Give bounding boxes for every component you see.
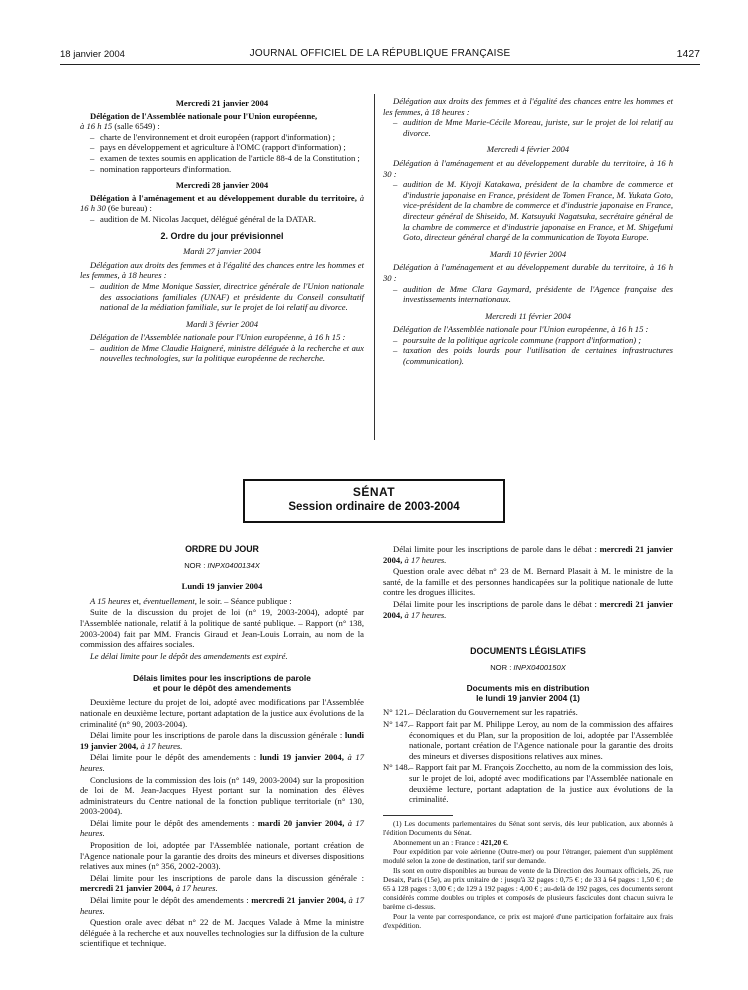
deadline-paragraph: Délai limite pour les inscriptions de parole dans la discussion générale : lundi 19 janvier 2004, à 17 heures. xyxy=(80,730,364,751)
deadline-paragraph: Délai limite pour le dépôt des amendements : lundi 19 janvier 2004, à 17 heures. xyxy=(80,752,365,773)
agenda-item: – pays en développement et agriculture à l'OMC (rapport d'information) ; xyxy=(90,142,364,153)
meeting-entry: Délégation de l'Assemblée nationale pour l'Union européenne, à 16 h 15 (salle 6549) : xyxy=(80,110,318,132)
deadline-paragraph: Délai limite pour le dépôt des amendements : mardi 20 janvier 2004, à 17 heures. xyxy=(80,817,364,839)
senat-banner xyxy=(243,479,505,523)
senat-column-right xyxy=(383,544,673,932)
document-item: N° 121. – Déclaration du Gouvernement sur les rapatriés. xyxy=(383,707,578,718)
document-item: N° 148. – Rapport fait par M. François Zocchetto, au nom de la commission des lois, sur le projet de loi, adopté avec modifications par l'Assemblée nationale en deuxième lecture, portant adaptation de la justice aux évolutions de la criminalité. xyxy=(383,762,673,805)
senat-column-left xyxy=(80,544,364,950)
agenda-paragraph: Proposition de loi, adoptée par l'Assemblée nationale, portant création de l'Agence nationale pour la garantie des droits des mineurs et diverses dispositions relatives aux mines (n° 356, 2002-2003). xyxy=(80,840,364,872)
documents-heading: DOCUMENTS LÉGISLATIFS xyxy=(470,646,586,657)
meeting-entry: Délégation aux droits des femmes et à l'égalité des chances entre les hommes et les femmes, à 18 heures : xyxy=(80,259,364,281)
agenda-list xyxy=(383,117,673,138)
agenda-list xyxy=(383,335,673,367)
running-header xyxy=(60,47,700,63)
agenda-item: – poursuite de la politique agricole commune (rapport d'information) ; xyxy=(393,335,673,346)
agenda-list xyxy=(383,179,673,243)
meeting-entry: Délégation à l'aménagement et au développement durable du territoire, à 16 h 30 : xyxy=(383,157,673,179)
meeting-entry: Délégation aux droits des femmes et à l'égalité des chances entre les hommes et les femmes, à 18 heures : xyxy=(383,96,673,117)
delais-heading: Délais limites pour les inscriptions de parole et pour le dépôt des amendements xyxy=(133,673,311,694)
meeting-entry: Délégation à l'aménagement et au développement durable du territoire, à 16 h 30 (6e bureau) : xyxy=(80,192,364,214)
assemblee-column-right xyxy=(383,96,673,369)
agenda-list xyxy=(80,214,364,225)
agenda-paragraph: Deuxième lecture du projet de loi, adopté avec modifications par l'Assemblée nationale en deuxième lecture, portant adaptation de la justice aux évolutions de la criminalité (n° 90, 2003-2004). xyxy=(80,697,364,729)
agenda-item: – taxation des poids lourds pour l'utilisation de certaines infrastructures (communication). xyxy=(393,345,673,366)
footnote-rule xyxy=(383,815,453,816)
senat-title: SÉNAT xyxy=(352,485,396,499)
agenda-list xyxy=(80,132,364,174)
date-heading: Mercredi 4 février 2004 xyxy=(486,144,570,155)
footnote: Abonnement un an : France : 421,20 €. xyxy=(393,837,509,847)
date-heading: Mercredi 28 janvier 2004 xyxy=(175,180,269,191)
column-divider xyxy=(374,94,375,440)
deadline-paragraph: Délai limite pour les inscriptions de parole dans le débat : mercredi 21 janvier 2004, à 17 heures. xyxy=(383,544,673,565)
agenda-item: – audition de M. Kiyoji Katakawa, président de la chambre de commerce et d'industrie japonaise en France, président de Tomen France, M. Yukata Goto, vice-président de la chambre de commerce et d'industrie japonaise en France, directeur général de Shiseido, M. Katsuyuki Nagatsuka, secrétaire général de la chambre de commerce et d'industrie japonaise en France, et M. Shigefumi Goto, directeur général chargé de la communication de Toyota Europe. xyxy=(393,179,673,243)
distribution-heading: Documents mis en distribution le lundi 19 janvier 2004 (1) xyxy=(466,683,590,704)
agenda-item: – charte de l'environnement et droit européen (rapport d'information) ; xyxy=(90,132,364,143)
deadline-paragraph: Délai limite pour les inscriptions de parole dans la discussion générale : mercredi 21 janvier 2004, à 17 heures. xyxy=(80,872,364,894)
agenda-item: – audition de Mme Clara Gaymard, présidente de l'Agence française des investissements internationaux. xyxy=(393,284,673,305)
document-item: N° 147. – Rapport fait par M. Philippe Leroy, au nom de la commission des affaires économiques et du Plan, sur la proposition de loi, adoptée par l'Assemblée nationale, portant création de l'Agence nationale pour la garantie des droits des mineurs et diverses dispositions relatives aux mines. xyxy=(383,718,673,761)
agenda-item: – audition de Mme Marie-Cécile Moreau, juriste, sur le projet de loi relatif au divorce. xyxy=(393,117,673,138)
agenda-item: – audition de Mme Monique Sassier, directrice générale de l'Union nationale des associations familiales (UNAF) et présidente du Conseil consultatif national de la médiation familiale, sur le projet de loi relatif au divorce. xyxy=(90,281,364,313)
session-intro: A 15 heures et, éventuellement, le soir. – Séance publique : xyxy=(90,595,292,606)
date-heading: Mercredi 11 février 2004 xyxy=(485,310,571,321)
meeting-entry: Délégation à l'aménagement et au développement durable du territoire, à 16 h 30 : xyxy=(383,262,673,283)
deadline-paragraph: Délai limite pour les inscriptions de parole dans le débat : mercredi 21 janvier 2004, à 17 heures. xyxy=(383,598,673,620)
footnote: Pour expédition par voie aérienne (Outre-mer) ou pour l'étranger, paiement d'un supplément modulé selon la zone de destination, tarif sur demande. xyxy=(383,847,673,866)
footnote: (1) Les documents parlementaires du Sénat sont servis, dès leur publication, aux abonnés à l'édition Documents du Sénat. xyxy=(383,818,673,837)
agenda-paragraph: Suite de la discussion du projet de loi (n° 19, 2003-2004), adopté par l'Assemblée nationale, relatif à la politique de santé publique. – Rapport (n° 138, 2003-2004) fait par MM. Francis Giraud et Jean-Louis Lorrain, au nom de la commission des affaires sociales. xyxy=(80,607,364,650)
meeting-entry: Délégation de l'Assemblée nationale pour l'Union européenne, à 16 h 15 : xyxy=(90,332,346,343)
agenda-paragraph: Le délai limite pour le dépôt des amendements est expiré. xyxy=(90,650,288,661)
date-heading: Mardi 3 février 2004 xyxy=(185,318,258,329)
agenda-list xyxy=(80,281,364,313)
date-heading: Mercredi 21 janvier 2004 xyxy=(175,98,269,108)
header-date: 18 janvier 2004 xyxy=(60,49,125,60)
agenda-paragraph: Question orale avec débat n° 23 de M. Bernard Plasait à M. le ministre de la santé, de la famille et des personnes handicapées sur la politique nationale de lutte contre les drogues illicites. xyxy=(383,566,673,598)
agenda-paragraph: Conclusions de la commission des lois (n° 149, 2003-2004) sur la proposition de loi de M. Jean-Jacques Hyest portant sur la nomination des élèves administrateurs du Centre national de la fonction publique territoriale (n° 130, 2003-2004). xyxy=(80,774,364,817)
agenda-paragraph: Question orale avec débat n° 22 de M. Jacques Valade à Mme la ministre déléguée à la recherche et aux nouvelles technologies sur la diffusion de la culture scientifique et technique. xyxy=(80,917,364,949)
ordre-du-jour-heading: ORDRE DU JOUR xyxy=(185,544,259,554)
header-title: JOURNAL OFFICIEL DE LA RÉPUBLIQUE FRANÇAISE xyxy=(249,48,511,59)
deadline-paragraph: Délai limite pour le dépôt des amendements : mercredi 21 janvier 2004, à 17 heures. xyxy=(80,895,364,916)
nor-reference: NOR : INPX0400150X xyxy=(490,662,566,672)
section-heading: 2. Ordre du jour prévisionnel xyxy=(160,230,284,241)
agenda-item: – nomination rapporteurs d'information. xyxy=(90,164,364,175)
agenda-list xyxy=(80,343,364,364)
agenda-item: – examen de textes soumis en application de l'article 88-4 de la Constitution ; xyxy=(90,153,364,164)
nor-reference: NOR : INPX0400134X xyxy=(184,560,260,570)
date-heading: Lundi 19 janvier 2004 xyxy=(181,581,263,592)
footnote: Pour la vente par correspondance, ce prix est majoré d'une participation forfaitaire aux frais d'expédition. xyxy=(383,911,673,930)
footnote: Ils sont en outre disponibles au bureau de vente de la Direction des Journaux officiels, 26, rue Desaix, Paris (15e), au prix unitaire de : jusqu'à 32 pages : 0,75 € ; de 33 à 64 pages : 1,50 € ; de 65 à 128 pages : 3,00 € ; de 129 à 192 pages : 4,00 € ; au-delà de 192 pages, ces documents seront considérés comme doubles ou triples et composés de plusieurs fascicules dont chacun suivra le barème ci-dessus. xyxy=(383,866,673,911)
meeting-entry: Délégation de l'Assemblée nationale pour l'Union européenne, à 16 h 15 : xyxy=(393,324,649,335)
page-number: 1427 xyxy=(676,48,700,60)
header-rule xyxy=(60,64,700,65)
agenda-list xyxy=(383,284,673,305)
date-heading: Mardi 27 janvier 2004 xyxy=(183,246,261,257)
date-heading: Mardi 10 février 2004 xyxy=(489,248,567,259)
assemblee-column-left xyxy=(80,96,364,366)
senat-session: Session ordinaire de 2003-2004 xyxy=(288,501,460,513)
agenda-item: – audition de M. Nicolas Jacquet, délégué général de la DATAR. xyxy=(90,214,364,225)
agenda-item: – audition de Mme Claudie Haigneré, ministre déléguée à la recherche et aux nouvelles technologies, sur la politique européenne de recherche. xyxy=(90,343,364,364)
